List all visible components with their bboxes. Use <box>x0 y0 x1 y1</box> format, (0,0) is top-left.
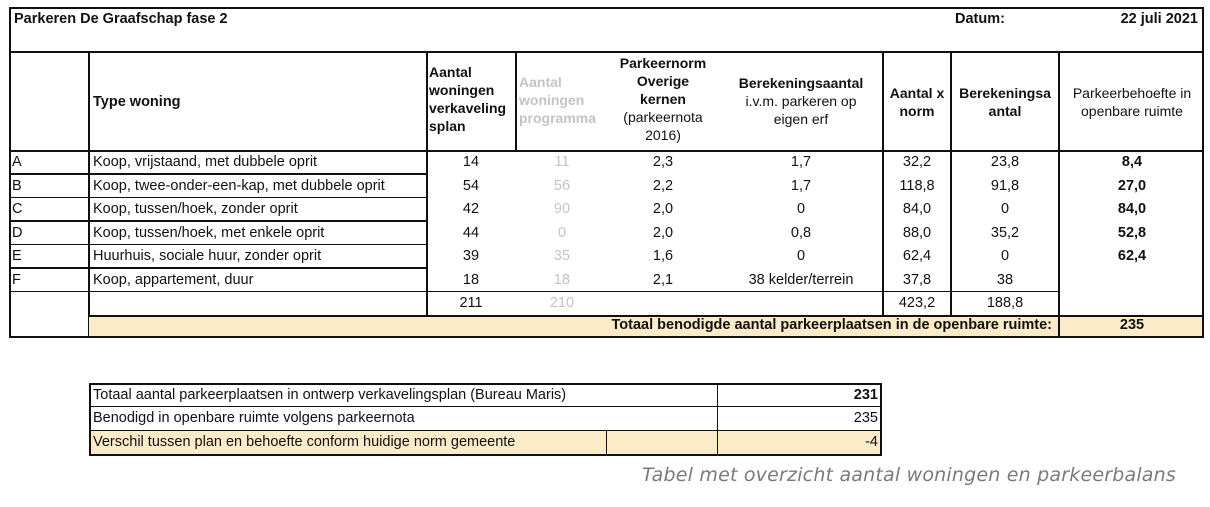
col-header-berekeningsaantal-erf <box>722 74 880 128</box>
row-code: D <box>12 225 23 241</box>
row-plan: 39 <box>462 248 480 264</box>
row-type: Koop, tussen/hoek, met enkele oprit <box>93 225 325 241</box>
date-label: Datum: <box>955 11 1005 27</box>
row-programma: 56 <box>553 178 571 194</box>
col-header-berekeningsaantal <box>952 84 1058 120</box>
header-line: antal <box>988 103 1022 119</box>
row-code: C <box>12 201 23 217</box>
total-plan: 211 <box>459 295 483 311</box>
row-xnorm: 88,0 <box>902 225 932 241</box>
row-plan: 18 <box>462 272 480 288</box>
row-programma: 35 <box>553 248 571 264</box>
header-line: woningen <box>429 82 495 98</box>
col-header-type: Type woning <box>93 94 181 110</box>
row-xnorm: 37,8 <box>902 272 932 288</box>
balance-highlight-divider <box>717 431 718 454</box>
header-line: programma <box>519 110 597 126</box>
row-programma: 11 <box>554 154 570 170</box>
header-line: Overige <box>636 73 690 89</box>
row-ber: 0 <box>1000 248 1010 264</box>
balance-highlight-divider <box>606 431 607 454</box>
row-programma: 90 <box>553 201 571 217</box>
grand-total-value: 235 <box>1119 317 1145 333</box>
row-plan: 14 <box>462 154 480 170</box>
row-erf: 0 <box>796 248 806 264</box>
figure-caption: Tabel met overzicht aantal woningen en parkeerbalans <box>641 464 1176 486</box>
table-title: Parkeren De Graafschap fase 2 <box>14 11 228 27</box>
row-erf: 1,7 <box>790 178 812 194</box>
row-ber: 35,2 <box>990 225 1020 241</box>
row-norm: 2,2 <box>652 178 674 194</box>
row-type: Koop, vrijstaand, met dubbele oprit <box>93 154 318 170</box>
header-line: openbare ruimte <box>1081 103 1183 119</box>
date-value: 22 juli 2021 <box>1120 11 1198 27</box>
header-line: woningen <box>519 92 585 108</box>
header-line: Aantal x <box>889 85 945 101</box>
row-code: F <box>12 272 21 288</box>
col-header-aantal-programma <box>519 73 596 127</box>
row-erf: 0,8 <box>790 225 812 241</box>
balance-row-line <box>89 406 882 407</box>
row-separator <box>426 291 1058 292</box>
row-plan: 54 <box>462 178 480 194</box>
row-plan: 42 <box>462 201 480 217</box>
col-header-parkeernorm <box>605 54 721 144</box>
header-line: eigen erf <box>773 111 829 127</box>
total-programma: 210 <box>549 295 575 311</box>
balance-value: 235 <box>853 410 878 426</box>
row-code: E <box>12 248 22 264</box>
row-erf: 38 kelder/terrein <box>748 272 854 288</box>
balance-label: Benodigd in openbare ruimte volgens parkeernota <box>93 410 415 426</box>
row-ber: 0 <box>1000 201 1010 217</box>
balance-value: 231 <box>853 387 878 403</box>
col-header-parkeerbehoefte <box>1060 84 1204 120</box>
row-ber: 38 <box>996 272 1014 288</box>
header-line: Parkeernorm <box>619 55 707 71</box>
row-erf: 0 <box>796 201 806 217</box>
row-programma: 18 <box>553 272 571 288</box>
row-norm: 1,6 <box>652 248 674 264</box>
row-type: Koop, tussen/hoek, zonder oprit <box>93 201 298 217</box>
row-ber: 91,8 <box>990 178 1020 194</box>
grand-total-label: Totaal benodigde aantal parkeerplaatsen in de openbare ruimte: <box>611 317 1052 333</box>
row-norm: 2,0 <box>652 225 674 241</box>
row-behoefte: 84,0 <box>1117 201 1147 217</box>
title-divider <box>9 51 1204 53</box>
col-line-3 <box>515 53 517 150</box>
col-header-aantal-norm <box>884 84 950 120</box>
header-line: kernen <box>640 91 686 107</box>
row-erf: 1,7 <box>790 154 812 170</box>
balance-label: Verschil tussen plan en behoefte conform huidige norm gemeente <box>93 434 516 450</box>
row-type: Huurhuis, sociale huur, zonder oprit <box>93 248 322 264</box>
header-line: Berekeningsa <box>959 85 1051 101</box>
row-type: Koop, twee-onder-een-kap, met dubbele oprit <box>93 178 385 194</box>
row-behoefte: 62,4 <box>1117 248 1147 264</box>
balance-label: Totaal aantal parkeerplaatsen in ontwerp verkavelingsplan (Bureau Maris) <box>93 387 567 403</box>
balance-value: -4 <box>865 434 878 450</box>
header-line: Parkeerbehoefte in <box>1072 85 1192 101</box>
row-xnorm: 118,8 <box>899 178 935 194</box>
total-xnorm: 423,2 <box>898 295 936 311</box>
row-xnorm: 84,0 <box>902 201 932 217</box>
header-line: (parkeernota <box>623 109 703 125</box>
row-ber: 23,8 <box>990 154 1020 170</box>
row-behoefte: 52,8 <box>1117 225 1147 241</box>
row-code: A <box>12 154 22 170</box>
row-norm: 2,0 <box>652 201 674 217</box>
header-line: Berekeningsaantal <box>738 75 864 91</box>
header-line: norm <box>899 103 935 119</box>
header-line: splan <box>429 118 466 134</box>
header-line: Aantal <box>429 64 472 80</box>
row-behoefte: 27,0 <box>1117 178 1147 194</box>
row-programma: 0 <box>557 225 567 241</box>
table-row <box>9 268 89 292</box>
row-xnorm: 32,2 <box>902 154 932 170</box>
row-behoefte: 8,4 <box>1121 154 1143 170</box>
total-ber: 188,8 <box>986 295 1024 311</box>
row-xnorm: 62,4 <box>902 248 932 264</box>
header-line: Aantal <box>519 74 562 90</box>
header-line: i.v.m. parkeren op <box>745 93 857 109</box>
row-norm: 2,1 <box>652 272 674 288</box>
header-line: 2016) <box>645 127 681 143</box>
row-norm: 2,3 <box>652 154 674 170</box>
row-type: Koop, appartement, duur <box>93 272 254 288</box>
col-header-aantal-plan <box>429 63 506 135</box>
row-plan: 44 <box>462 225 480 241</box>
header-line: verkaveling <box>429 100 507 116</box>
row-code: B <box>12 178 22 194</box>
